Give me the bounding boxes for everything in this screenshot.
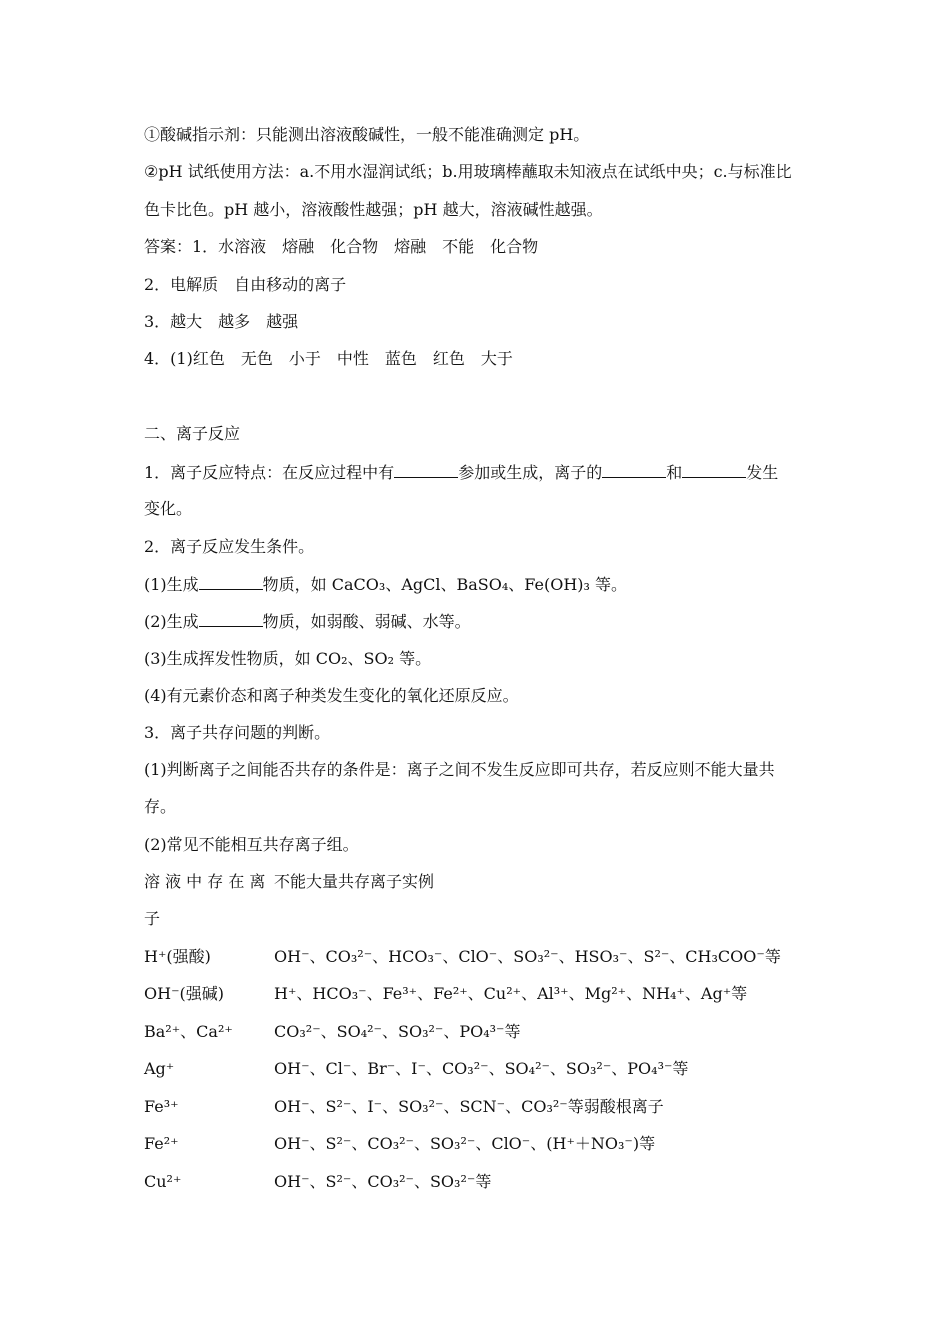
- answer-line-1: 答案：1．水溶液 熔融 化合物 熔融 不能 化合物: [144, 237, 539, 256]
- answer-line-4: 4．(1)红色 无色 小于 中性 蓝色 红色 大于: [144, 349, 513, 368]
- table-cell-ion: Ba²⁺、Ca²⁺: [144, 1022, 233, 1041]
- ph-paper-method-cont: 色卡比色。pH 越小，溶液酸性越强；pH 越大，溶液碱性越强。: [144, 200, 603, 219]
- fill-blank[interactable]: [199, 611, 263, 627]
- table-cell-ion: OH⁻(强碱): [144, 984, 225, 1003]
- table-header-examples: 不能大量共存离子实例: [274, 872, 435, 891]
- ionic-reaction-feature: 1．离子反应特点：在反应过程中有 参加或生成，离子的 和 发生: [144, 463, 779, 482]
- condition-weak-electrolyte: (2)生成 物质，如弱酸、弱碱、水等。: [144, 612, 471, 631]
- answer-line-2: 2．电解质 自由移动的离子: [144, 275, 347, 294]
- condition-precipitate: (1)生成 物质，如 CaCO₃、AgCl、BaSO₄、Fe(OH)₃ 等。: [144, 575, 628, 594]
- table-cell-examples: H⁺、HCO₃⁻、Fe³⁺、Fe²⁺、Cu²⁺、Al³⁺、Mg²⁺、NH₄⁺、Ag⁺等: [274, 984, 748, 1003]
- condition-volatile: (3)生成挥发性物质，如 CO₂、SO₂ 等。: [144, 649, 432, 668]
- table-cell-examples: OH⁻、S²⁻、CO₃²⁻、SO₃²⁻、ClO⁻、(H⁺＋NO₃⁻)等: [274, 1134, 656, 1153]
- reaction-conditions-title: 2．离子反应发生条件。: [144, 537, 315, 556]
- table-cell-ion: Fe²⁺: [144, 1134, 179, 1153]
- table-cell-examples: OH⁻、S²⁻、CO₃²⁻、SO₃²⁻等: [274, 1172, 492, 1191]
- table-cell-ion: Fe³⁺: [144, 1097, 179, 1116]
- fill-blank[interactable]: [602, 462, 666, 478]
- table-cell-examples: CO₃²⁻、SO₄²⁻、SO₃²⁻、PO₄³⁻等: [274, 1022, 521, 1041]
- fill-blank[interactable]: [682, 462, 746, 478]
- ph-paper-method-line: ②pH 试纸使用方法：a.不用水湿润试纸；b.用玻璃棒蘸取未知液点在试纸中央；c.与标准比: [144, 162, 792, 181]
- section-heading: 二、离子反应: [144, 424, 241, 443]
- table-cell-examples: OH⁻、S²⁻、I⁻、SO₃²⁻、SCN⁻、CO₃²⁻等弱酸根离子: [274, 1097, 664, 1116]
- table-header-ion: 溶 液 中 存 在 离: [144, 872, 266, 891]
- table-cell-ion: H⁺(强酸): [144, 947, 211, 966]
- table-cell-ion: Cu²⁺: [144, 1172, 182, 1191]
- fill-blank[interactable]: [199, 574, 263, 590]
- answer-line-3: 3．越大 越多 越强: [144, 312, 299, 331]
- fill-blank[interactable]: [394, 462, 458, 478]
- table-cell-ion: Ag⁺: [144, 1059, 175, 1078]
- coexistence-rule: (1)判断离子之间能否共存的条件是：离子之间不发生反应即可共存，若反应则不能大量共: [144, 760, 775, 779]
- indicator-line: ①酸碱指示剂：只能测出溶液酸碱性，一般不能准确测定 pH。: [144, 125, 590, 144]
- common-groups-title: (2)常见不能相互共存离子组。: [144, 835, 359, 854]
- ionic-reaction-feature-cont: 变化。: [144, 499, 193, 518]
- coexistence-title: 3．离子共存问题的判断。: [144, 723, 331, 742]
- table-cell-examples: OH⁻、Cl⁻、Br⁻、I⁻、CO₃²⁻、SO₄²⁻、SO₃²⁻、PO₄³⁻等: [274, 1059, 689, 1078]
- condition-redox: (4)有元素价态和离子种类发生变化的氧化还原反应。: [144, 686, 519, 705]
- coexistence-rule-cont: 存。: [144, 797, 177, 816]
- table-header-ion-cont: 子: [144, 909, 161, 928]
- table-cell-examples: OH⁻、CO₃²⁻、HCO₃⁻、ClO⁻、SO₃²⁻、HSO₃⁻、S²⁻、CH₃COO⁻等: [274, 947, 781, 966]
